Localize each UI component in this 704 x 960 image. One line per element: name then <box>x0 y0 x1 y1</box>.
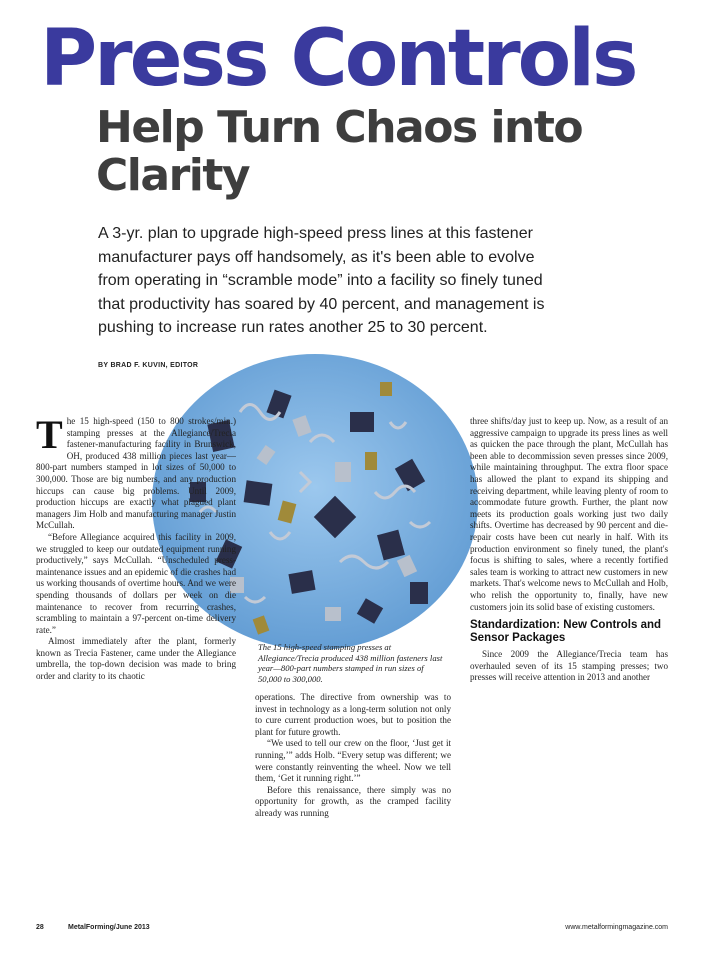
headline: Press Controls <box>40 14 636 104</box>
subheadline: Help Turn Chaos into Clarity <box>96 102 583 201</box>
article-column-2 <box>255 692 451 908</box>
photo-caption: The 15 high-speed stamping presses at Allegiance/Trecia produced 438 million fasteners last year—800-part numbers stamped in run sizes of 50,000 to 300,000. <box>258 642 443 684</box>
article-column-3 <box>470 416 668 908</box>
paragraph: operations. The directive from ownership was to invest in technology as a long-term solution not only to cure current production woes, but to position the plant for future growth. <box>255 692 451 737</box>
byline: BY BRAD F. KUVIN, EDITOR <box>98 362 199 369</box>
paragraph: he 15 high-speed (150 to 800 strokes/min.) stamping presses at the Allegiance/Trecia fastener-manufacturing facility in Brunswick, OH, produced 438 million pieces last year—800-part numbers stamped in lot sizes of 50,000 to 300,000. Those are big numbers, and any production hiccups can cause big problems. Until 2009, production hiccups are exactly what plagued plant managers Jim Holb and manufacturing manager Justin McCullah. <box>36 416 236 531</box>
drop-cap: T <box>36 416 63 457</box>
article-deck: A 3-yr. plan to upgrade high-speed press lines at this fastener manufacturer pays off handsomely, as it's been able to evolve from operating in “scramble mode” into a facility so finely tuned that productivity has soared by 40 percent, and management is pushing to increase run rates another 25 to 30 percent. <box>98 225 545 336</box>
paragraph: Almost immediately after the plant, formerly known as Trecia Fastener, came under the Allegiance umbrella, the top-down decision was made to bring order and clarity to its chaotic <box>36 636 236 682</box>
paragraph: “We used to tell our crew on the floor, ‘Just get it running,’” adds Holb. “Every setup was different; we were constantly reinventing the wheel. Now we tell them, ‘Get it running right.’” <box>255 738 451 784</box>
paragraph: three shifts/day just to keep up. Now, as a result of an aggressive campaign to upgrade its press lines as well as quicken the pace through the plant, McCullah has been able to decommission seven presses since 2009, while maintaining throughput. The extra floor space has allowed the plant to expand its shipping and receiving department, while leaving plenty of room to accommodate future growth. Further, the plant now meets its production goals working just two daily shifts. Overtime has decreased by 90 percent and die-repair costs have been cut nearly in half. With its production environment so finely tuned, the plant's focus is shifting to sales, where a recently fortified sales team is working to attract new customers in new markets. That's welcome news to McCullah and Holb, who relish the opportunity to, finally, have new customers join its solid base of existing customers. <box>470 416 668 612</box>
section-heading: Standardization: New Controls and Sensor Packages <box>470 619 662 645</box>
paragraph: “Before Allegiance acquired this facility in 2009, we struggled to keep our outdated equipment running productively,” says McCullah. “Unscheduled press-maintenance issues and an epidemic of die crashes had us working thousands of overtime hours. And we were spending thousands of dollars per week on die maintenance to recover from recurring crashes, scrambling to maintain a 97-percent on-time delivery rate.” <box>36 531 236 635</box>
magazine-url: www.metalformingmagazine.com <box>565 924 668 931</box>
paragraph: Before this renaissance, there simply was no opportunity for growth, as the cramped facility already was running <box>255 784 451 818</box>
article-column-1 <box>36 416 236 908</box>
page-number: 28 <box>36 924 44 931</box>
magazine-issue: MetalForming/June 2013 <box>68 924 150 931</box>
paragraph: Since 2009 the Allegiance/Trecia team has overhauled seven of its 15 stamping presses; two presses will receive attention in 2013 and another <box>470 649 668 683</box>
